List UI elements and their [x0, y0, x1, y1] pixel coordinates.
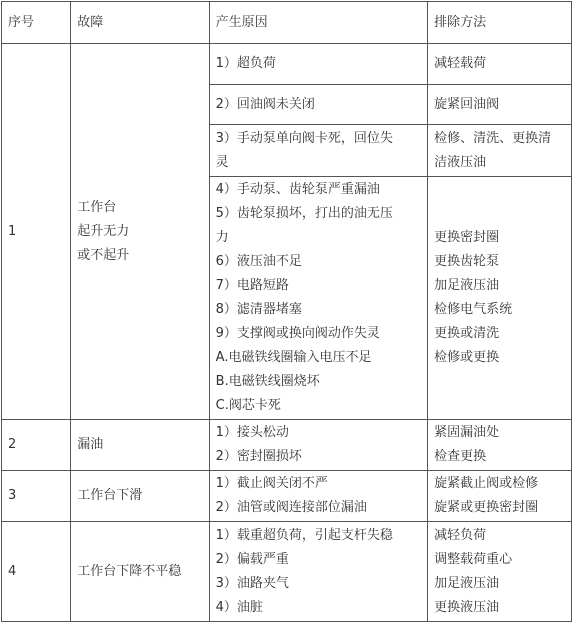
header-cause: 产生原因	[209, 2, 427, 44]
remedy-text: 检修电气系统	[434, 302, 513, 317]
remedy-text: 减轻载荷	[434, 56, 487, 71]
cause-text: 4）手动泵、齿轮泵严重漏油	[215, 182, 380, 197]
cause-text: 1）超负荷	[215, 56, 276, 71]
cause-text: 2）偏载严重	[215, 551, 289, 567]
fault-cell	[71, 471, 209, 522]
fault-cell	[71, 420, 209, 471]
remedy-text: 检查更换	[434, 449, 487, 464]
cause-text: 1）截止阀关闭不严	[215, 476, 328, 491]
cause-text: 3）油路夹气	[215, 575, 289, 591]
cause-text: 灵	[215, 154, 229, 170]
remedy-text: 检修或更换	[434, 350, 500, 365]
table-row	[2, 522, 572, 622]
remedy-text: 更换齿轮泵	[434, 254, 500, 269]
row-number: 3	[2, 471, 71, 522]
cause-text: 2）油管或阀连接部位漏油	[215, 500, 367, 515]
table-row	[2, 44, 572, 85]
remedy-text: 检修、清洗、更换清	[434, 130, 552, 146]
cause-cell	[209, 471, 427, 522]
remedy-cell	[428, 177, 572, 420]
remedy-text: 加足液压油	[434, 278, 500, 293]
fault-text: 漏油	[77, 437, 104, 452]
cause-text: 6）液压油不足	[215, 254, 302, 269]
fault-text: 起升无力	[77, 223, 130, 239]
remedy-cell	[428, 44, 572, 85]
troubleshooting-table	[1, 1, 572, 622]
table-row	[2, 471, 572, 522]
remedy-text: 调整载荷重心	[434, 551, 513, 567]
header-fault: 故障	[71, 2, 209, 44]
cause-cell	[209, 420, 427, 471]
cause-text: 9）支撑阀或换向阀动作失灵	[215, 326, 380, 341]
remedy-text: 更换密封圈	[434, 230, 500, 245]
cause-text: 力	[215, 230, 229, 245]
remedy-text: 更换或清洗	[434, 326, 500, 341]
cause-cell	[209, 125, 427, 177]
row-number: 2	[2, 420, 71, 471]
row-number: 4	[2, 522, 71, 622]
remedy-text: 减轻负荷	[434, 527, 487, 543]
fault-text: 或不起升	[77, 247, 130, 263]
remedy-text: 洁液压油	[434, 154, 487, 170]
table-row	[2, 420, 572, 471]
fault-text: 工作台	[77, 199, 117, 215]
cause-text: 3）手动泵单向阀卡死，回位失	[215, 130, 393, 146]
remedy-cell	[428, 522, 572, 622]
remedy-text: 加足液压油	[434, 575, 500, 591]
header-row	[2, 2, 572, 44]
cause-text: B.电磁铁线圈烧坏	[215, 374, 320, 389]
remedy-text: 更换液压油	[434, 599, 500, 615]
remedy-cell	[428, 471, 572, 522]
remedy-text: 旋紧截止阀或检修	[434, 476, 539, 491]
fault-text: 工作台下降不平稳	[77, 563, 182, 579]
cause-text: 1）接头松动	[215, 425, 289, 440]
cause-cell	[209, 44, 427, 85]
cause-text: 2）回油阀未关闭	[215, 96, 315, 112]
cause-text: 1）载重超负荷，引起支杆失稳	[215, 527, 393, 543]
cause-cell	[209, 522, 427, 622]
cause-cell	[209, 177, 427, 420]
remedy-text: 紧固漏油处	[434, 425, 500, 440]
cause-text: A.电磁铁线圈输入电压不足	[215, 350, 372, 365]
remedy-text: 旋紧回油阀	[434, 96, 500, 112]
header-remedy: 排除方法	[428, 2, 572, 44]
header-number: 序号	[2, 2, 71, 44]
fault-text: 工作台下滑	[77, 488, 143, 503]
remedy-cell	[428, 125, 572, 177]
fault-cell	[71, 44, 209, 420]
cause-text: 7）电路短路	[215, 278, 289, 293]
cause-text: 5）齿轮泵损坏，打出的油无压	[215, 206, 393, 221]
cause-text: 8）滤清器堵塞	[215, 302, 302, 317]
cause-text: C.阀芯卡死	[215, 398, 281, 413]
cause-text: 4）油脏	[215, 599, 263, 615]
remedy-cell	[428, 85, 572, 125]
remedy-text: 旋紧或更换密封圈	[434, 500, 539, 515]
cause-cell	[209, 85, 427, 125]
cause-text: 2）密封圈损坏	[215, 449, 302, 464]
remedy-cell	[428, 420, 572, 471]
fault-cell	[71, 522, 209, 622]
row-number: 1	[2, 44, 71, 420]
